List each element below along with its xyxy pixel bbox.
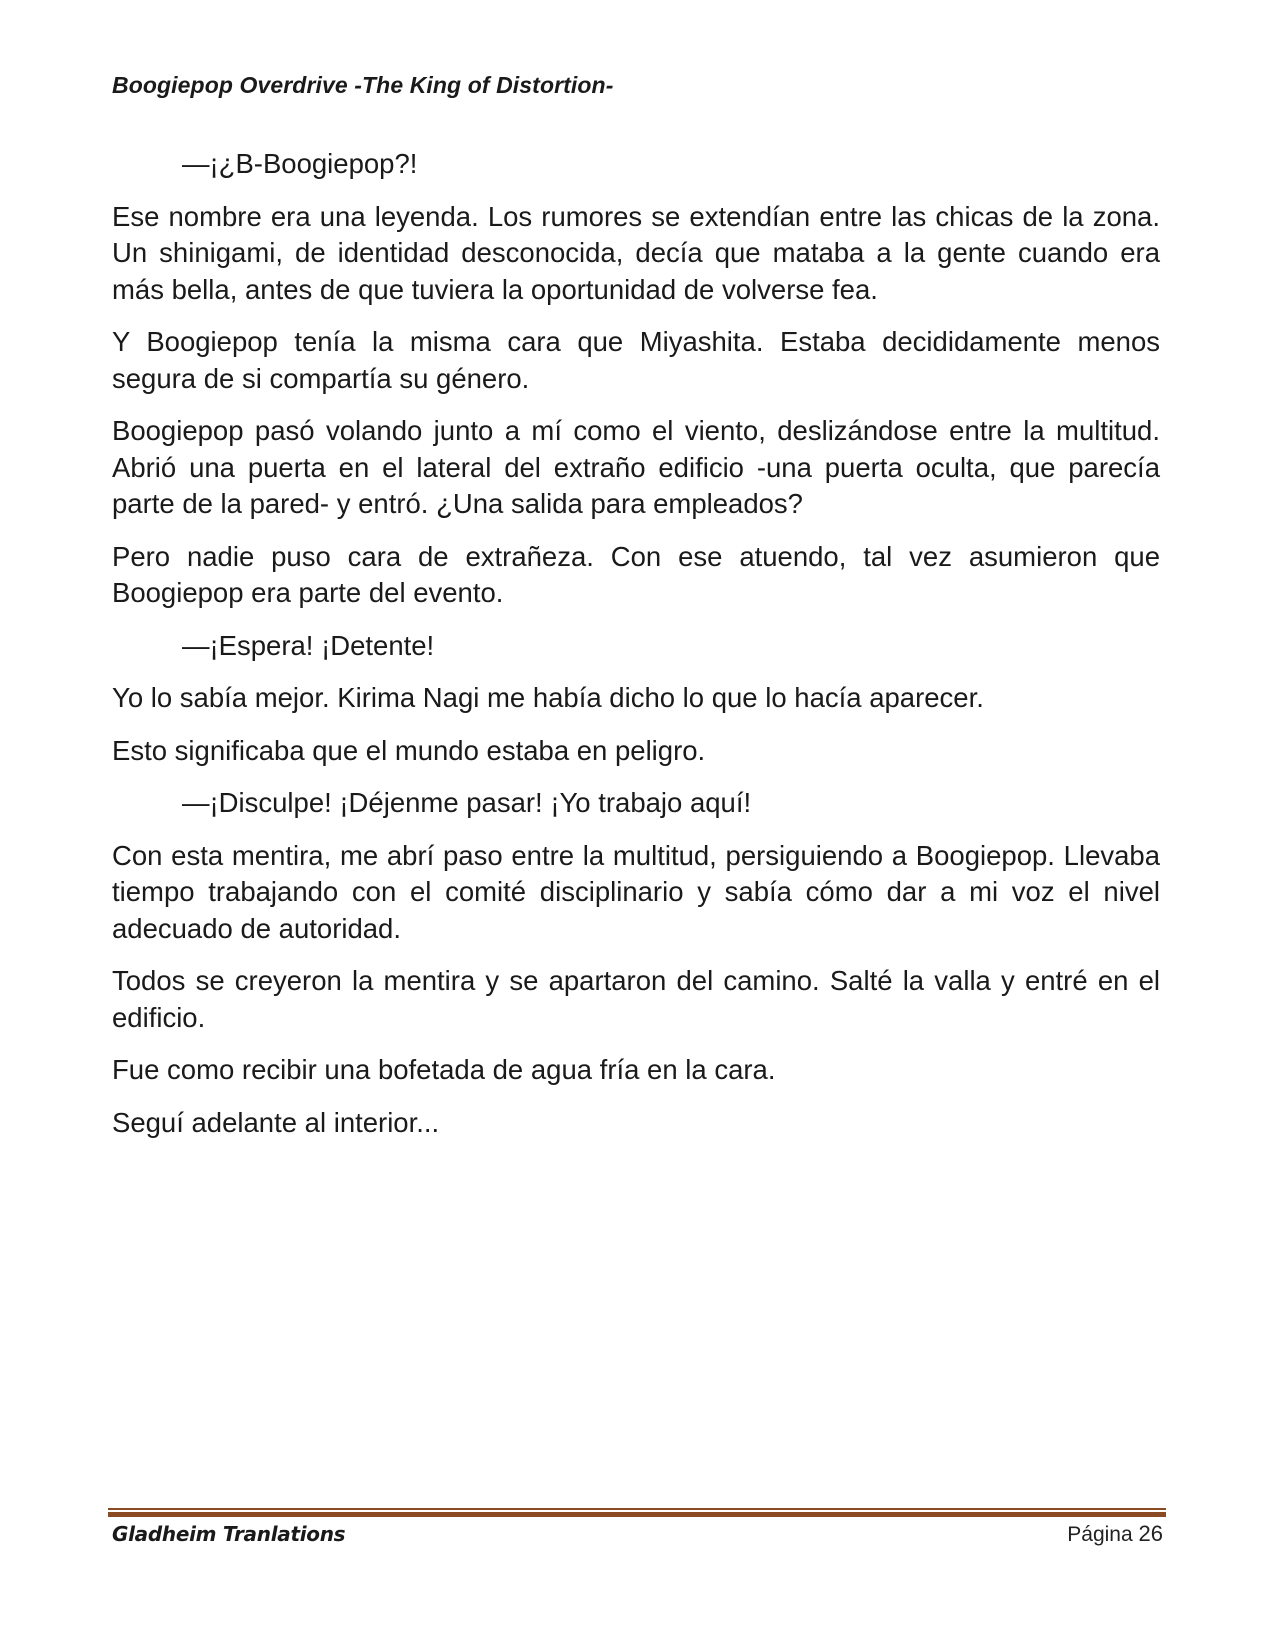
footer-divider-thin: [108, 1508, 1166, 1510]
footer-credit: Gladheim Tranlations: [112, 1522, 346, 1546]
paragraph: Con esta mentira, me abrí paso entre la multitud, persiguiendo a Boogiepop. Llevaba tiempo trabajando con el comité disciplinario y sabía cómo dar a mi voz el nivel adecuado de autoridad.: [112, 839, 1160, 944]
paragraph: Boogiepop pasó volando junto a mí como el viento, deslizándose entre la multitud. Abrió una puerta en el lateral del extraño edificio -una puerta oculta, que parecía parte de la pared- y entró. ¿Una salida para empleados?: [112, 415, 1160, 519]
running-header-title: Boogiepop Overdrive -The King of Distortion-: [112, 72, 614, 98]
paragraph: Todos se creyeron la mentira y se apartaron del camino. Salté la valla y entré en el edificio.: [112, 965, 1160, 1033]
paragraph: Yo lo sabía mejor. Kirima Nagi me había dicho lo que lo hacía aparecer.: [112, 682, 984, 713]
paragraph: Ese nombre era una leyenda. Los rumores se extendían entre las chicas de la zona. Un shinigami, de identidad desconocida, decía que mataba a la gente cuando era más bella, antes de que tuviera la oportunidad de volverse fea.: [112, 200, 1160, 305]
footer-divider-thick: [108, 1512, 1166, 1517]
page-number: 26: [1138, 1521, 1163, 1546]
page-label: Página: [1067, 1523, 1133, 1546]
page-number-block: [1067, 1521, 1163, 1547]
page-body: [112, 146, 1160, 1157]
paragraph: Esto significaba que el mundo estaba en peligro.: [112, 734, 706, 766]
dialog-line: —¡¿B-Boogiepop?!: [182, 148, 418, 179]
paragraph: Seguí adelante al interior...: [112, 1106, 440, 1138]
paragraph: Fue como recibir una bofetada de agua fría en la cara.: [112, 1054, 776, 1085]
paragraph: Pero nadie puso cara de extrañeza. Con ese atuendo, tal vez asumieron que Boogiepop era parte del evento.: [112, 540, 1160, 608]
dialog-line: —¡Espera! ¡Detente!: [182, 629, 435, 661]
dialog-line: —¡Disculpe! ¡Déjenme pasar! ¡Yo trabajo aquí!: [182, 787, 752, 818]
footer-divider: [108, 1508, 1166, 1517]
paragraph: Y Boogiepop tenía la misma cara que Miyashita. Estaba decididamente menos segura de si compartía su género.: [112, 326, 1160, 394]
